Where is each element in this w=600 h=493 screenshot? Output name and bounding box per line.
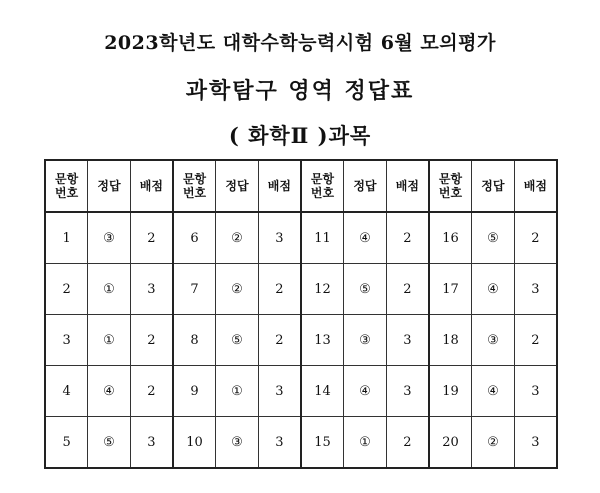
question-number: 6: [173, 212, 216, 264]
question-number: 2: [45, 264, 88, 315]
score-cell: 3: [514, 366, 557, 417]
answer-cell: ④: [344, 212, 387, 264]
question-number: 12: [301, 264, 344, 315]
question-number: 8: [173, 315, 216, 366]
score-cell: 2: [258, 264, 301, 315]
answer-cell: ④: [472, 264, 515, 315]
question-number: 14: [301, 366, 344, 417]
answer-cell: ①: [88, 264, 131, 315]
question-number: 19: [429, 366, 472, 417]
question-number: 5: [45, 417, 88, 469]
col-header-score: 배점: [258, 160, 301, 212]
table-row: [45, 417, 557, 469]
col-header-answer: 정답: [472, 160, 515, 212]
answer-cell: ③: [344, 315, 387, 366]
score-cell: 3: [258, 366, 301, 417]
score-cell: 3: [130, 264, 173, 315]
question-number: 7: [173, 264, 216, 315]
table-row: [45, 366, 557, 417]
score-cell: 3: [386, 366, 429, 417]
answer-cell: ④: [472, 366, 515, 417]
answer-cell: ⑤: [344, 264, 387, 315]
score-cell: 2: [386, 417, 429, 469]
answer-cell: ②: [216, 264, 259, 315]
col-header-score: 배점: [514, 160, 557, 212]
question-number: 17: [429, 264, 472, 315]
col-header-score: 배점: [386, 160, 429, 212]
answer-cell: ④: [88, 366, 131, 417]
score-cell: 3: [258, 212, 301, 264]
question-number: 10: [173, 417, 216, 469]
answer-cell: ①: [216, 366, 259, 417]
score-cell: 2: [514, 212, 557, 264]
table-header-row: [45, 160, 557, 212]
question-number: 16: [429, 212, 472, 264]
answer-cell: ⑤: [472, 212, 515, 264]
answer-cell: ②: [216, 212, 259, 264]
question-number: 9: [173, 366, 216, 417]
score-cell: 2: [386, 264, 429, 315]
question-number: 18: [429, 315, 472, 366]
score-cell: 3: [130, 417, 173, 469]
score-cell: 2: [130, 212, 173, 264]
score-cell: 2: [130, 366, 173, 417]
question-number: 4: [45, 366, 88, 417]
table-row: [45, 212, 557, 264]
question-number: 3: [45, 315, 88, 366]
col-header-number: 문항 번호: [173, 160, 216, 212]
col-header-number: 문항 번호: [301, 160, 344, 212]
answer-cell: ④: [344, 366, 387, 417]
answer-cell: ①: [344, 417, 387, 469]
score-cell: 3: [514, 264, 557, 315]
answer-cell: ⑤: [216, 315, 259, 366]
table-row: [45, 264, 557, 315]
score-cell: 2: [258, 315, 301, 366]
score-cell: 2: [386, 212, 429, 264]
score-cell: 3: [514, 417, 557, 469]
question-number: 1: [45, 212, 88, 264]
answer-cell: ①: [88, 315, 131, 366]
answer-cell: ②: [472, 417, 515, 469]
col-header-score: 배점: [130, 160, 173, 212]
col-header-number: 문항 번호: [429, 160, 472, 212]
col-header-number: 문항 번호: [45, 160, 88, 212]
score-cell: 2: [514, 315, 557, 366]
subject-title: ( 화학Ⅱ )과목: [228, 123, 372, 148]
col-header-answer: 정답: [216, 160, 259, 212]
exam-title: 2023학년도 대학수학능력시험 6월 모의평가: [104, 32, 496, 54]
table-row: [45, 315, 557, 366]
answer-cell: ③: [88, 212, 131, 264]
score-cell: 3: [258, 417, 301, 469]
col-header-answer: 정답: [88, 160, 131, 212]
answer-key-table: [44, 159, 558, 469]
answer-cell: ③: [216, 417, 259, 469]
score-cell: 3: [386, 315, 429, 366]
answer-cell: ⑤: [88, 417, 131, 469]
score-cell: 2: [130, 315, 173, 366]
sheet-title: 과학탐구 영역 정답표: [185, 78, 415, 104]
question-number: 20: [429, 417, 472, 469]
question-number: 15: [301, 417, 344, 469]
question-number: 13: [301, 315, 344, 366]
answer-cell: ③: [472, 315, 515, 366]
question-number: 11: [301, 212, 344, 264]
col-header-answer: 정답: [344, 160, 387, 212]
